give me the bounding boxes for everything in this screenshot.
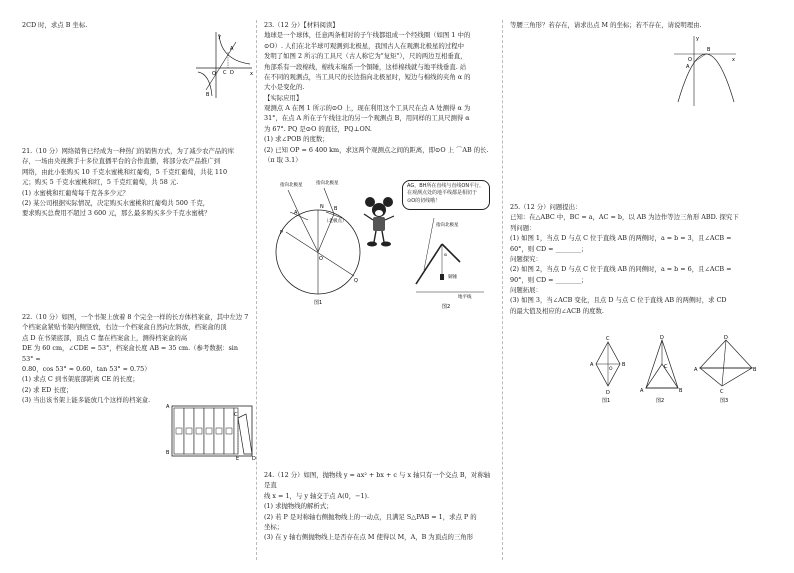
q23-line: 角部系有一段棉线，棉线末端系一个铜锤，这样棉线就与地平线垂直. 站 bbox=[264, 62, 467, 71]
q25-line: 列问题： bbox=[510, 223, 536, 232]
column-divider bbox=[502, 20, 503, 560]
q25-line: (2) 如图 2，当点 D 与点 C 位于直线 AB 的同侧时，a = b = 6，且∠ACB = bbox=[510, 265, 732, 274]
q25-fig3-b: B bbox=[753, 367, 757, 373]
q23-line: ⊙O）. 人们在北半球可观测到北极星，我国古人在观测北极星的过程中 bbox=[264, 41, 464, 50]
q25-line: (1) 如图 1，当点 D 与点 C 位于直线 AB 的两侧时，a = b = 3，且∠ACB = bbox=[510, 234, 732, 243]
parabola-y-label: y bbox=[696, 36, 699, 42]
point-d-label: D bbox=[230, 70, 234, 76]
q22-line: 0.80，cos 53° ≈ 0.60，tan 53° ≈ 0.75） bbox=[22, 364, 151, 373]
parabola-o-label: O bbox=[688, 57, 692, 63]
q23-line: 地球是一个球体，任意两条相对的子午线都组成一个经线圈（如图 1 中的 bbox=[264, 31, 471, 40]
q25-fig2-d: D bbox=[660, 335, 664, 341]
book-e-label: E bbox=[236, 456, 240, 462]
question-23 bbox=[264, 20, 496, 165]
tool-ruler-figure bbox=[412, 218, 492, 310]
q25-line: 问题探究： bbox=[510, 254, 542, 263]
fig1-b-label: B bbox=[334, 206, 338, 212]
fig1-north-pole-label: （北极点） bbox=[324, 219, 347, 224]
bookshelf-figure bbox=[166, 396, 258, 462]
q23-line: 观测点 A 在图 1 所示的⊙O 上，现在利用这个工具尺在点 A 处测得 α 为 bbox=[264, 104, 471, 112]
q25-line: 25.（12 分）问题提出： bbox=[510, 203, 582, 211]
q20-tail-text: 2CD 时，求点 B 坐标. bbox=[22, 21, 88, 29]
question-21 bbox=[22, 146, 250, 219]
q25-figures bbox=[590, 334, 770, 404]
question-24-tail bbox=[510, 20, 772, 30]
q23-line: 大小是变化的. bbox=[264, 83, 305, 92]
q25-line: 问题拓展： bbox=[510, 286, 542, 294]
q24-line: 线 x = 1，与 y 轴交于点 A(0，−1). bbox=[264, 491, 370, 500]
column-divider bbox=[256, 20, 257, 560]
q24-line: (2) 若 P 是对称轴右侧抛物线上的一动点，且满足 S△PAB = 1，求点 P 的 bbox=[264, 512, 477, 521]
q25-fig3-caption: 图3 bbox=[720, 398, 729, 404]
q23-line: 【实际应用】 bbox=[264, 93, 303, 102]
axis-y-label: y bbox=[218, 34, 221, 40]
book-b-label: B bbox=[166, 450, 170, 456]
speech-bubble-text: AG，BH所在直线与直线ON平行，在观测点处的地平线都是相切于⊙O的切线哦！ bbox=[407, 183, 485, 204]
fig2-weight-label: 铜锤 bbox=[448, 275, 457, 280]
earth-circle-figure bbox=[272, 176, 372, 308]
book-c-label: C bbox=[234, 412, 238, 418]
q25-fig1 bbox=[590, 336, 626, 404]
q25-fig3-d: D bbox=[724, 335, 728, 341]
q25-fig2-b: B bbox=[679, 388, 683, 394]
q23-line: 发明了如图 2 所示的工具尺（古人称它为"复矩"），尺的两边互相垂直， bbox=[264, 52, 467, 61]
q21-line: 元；购买 5 千克水蜜桃和红，5 千克红葡萄，共 58 元. bbox=[22, 178, 179, 187]
q25-fig1-o: O bbox=[609, 367, 613, 372]
q22-line: 点 D 在书架底部，顶点 C 靠在档案盒上，测得档案盒的高 bbox=[22, 333, 188, 342]
book-d-label: D bbox=[252, 456, 256, 462]
fig2-alpha-label: α bbox=[444, 253, 447, 258]
speech-bubble bbox=[402, 180, 490, 210]
q25-fig2-a: A bbox=[640, 388, 644, 394]
q23-line: 在不同的观测点，当工具尺的长边指向北极星时，短边与棉线的夹角 α 的 bbox=[264, 72, 471, 81]
q25-line: 90°，则 CD = ________； bbox=[510, 275, 588, 284]
q24-line: (3) 在 y 轴右侧抛物线上是否存在点 M 使得以 M，A，B 为顶点的三角形 bbox=[264, 533, 474, 542]
q25-fig1-b: B bbox=[622, 362, 626, 368]
parabola-x-label: x bbox=[732, 57, 735, 63]
q21-line: 21.（10 分）网络销售已经成为一种热门的销售方式，为了减少农产品的库 bbox=[22, 147, 235, 155]
q25-line: 的最大值及相应的∠ACB 的度数. bbox=[510, 306, 604, 315]
fig1-a-label: A bbox=[294, 210, 298, 216]
point-a-label: A bbox=[230, 46, 234, 52]
q25-fig3-a: A bbox=[694, 367, 698, 373]
point-b-label: B bbox=[206, 92, 210, 98]
q21-line: 要求购买总费用不超过 3 600 元，那么最多购买多少千克水蜜桃？ bbox=[22, 209, 211, 218]
fig1-caption: 图1 bbox=[314, 300, 323, 306]
q25-fig1-a: A bbox=[590, 362, 594, 368]
column-left bbox=[22, 20, 250, 30]
q22-line: DE 为 60 cm，∠CDE = 53°，档案盒长度 AB = 35 cm.（参考数据：sin 53° ≈ bbox=[22, 344, 238, 363]
hyperbola-figure bbox=[192, 30, 254, 100]
q23-line: 31°，在点 A 所在子午线往北的另一个观测点 B，用同样的工具尺测得 α bbox=[264, 114, 470, 123]
parabola-a-label: A bbox=[686, 64, 690, 70]
q22-line: (2) 求 ED 长度； bbox=[22, 385, 73, 394]
fig1-north-star-label: 指向北极星 bbox=[280, 183, 303, 188]
q25-line: 已知：在△ABC 中，BC = a，AC = b，以 AB 为边作等边三角形 ABD. 探究下 bbox=[510, 213, 739, 222]
q25-line: 60°，则 CD = ________； bbox=[510, 244, 588, 253]
cartoon-character bbox=[360, 196, 400, 248]
fig1-q-label: Q bbox=[354, 278, 358, 284]
q25-fig2-caption: 图2 bbox=[656, 398, 665, 404]
q25-fig3 bbox=[694, 335, 757, 404]
q25-fig1-d: D bbox=[606, 390, 610, 396]
q21-line: (2) 某公司根据实际情况，决定购买水蜜桃和红葡萄共 500 千克， bbox=[22, 198, 210, 207]
q25-fig3-c: C bbox=[720, 389, 724, 395]
fig1-o-label: O bbox=[319, 256, 323, 262]
q24-line: 24.（12 分）如图，抛物线 y = ax² + bx + c 与 x 轴只有一个交点 B，对称轴是直 bbox=[264, 471, 491, 490]
fig2-north-star-label: 指向北极星 bbox=[436, 223, 459, 228]
q21-line: 存，一场由央视携手十多位直播平台的合作直播，将部分农产品推广到 bbox=[22, 157, 221, 166]
q24-tail-line: 等腰三角形？若存在，请求出点 M 的坐标；若不存在，请说明理由. bbox=[510, 21, 702, 29]
q23-line: (1) 求∠POB 的度数； bbox=[264, 135, 329, 144]
question-22 bbox=[22, 312, 250, 405]
q25-line: (3) 如图 3，当∠ACB 变化，且点 D 与点 C 位于直线 AB 的两侧时，求 CD bbox=[510, 296, 727, 305]
q23-line: 为 67°. PQ 是⊙O 的直径，PQ⊥ON. bbox=[264, 124, 372, 133]
point-c-label: C bbox=[223, 70, 227, 76]
q22-line: 个档案盒紧贴书架内侧竖放，右边一个档案盒自然向左斜放，档案盒的顶 bbox=[22, 323, 227, 332]
q24-line: (1) 求抛物线的解析式； bbox=[264, 502, 333, 511]
axis-x-label: x bbox=[250, 71, 253, 77]
fig2-horizon-label: 地平线 bbox=[458, 295, 472, 300]
q22-line: 22.（10 分）如图，一个书架上放着 8 个完全一样的长方体档案盒，其中左边 7 bbox=[22, 313, 249, 321]
q25-fig2 bbox=[640, 335, 683, 404]
fig1-p-label: P bbox=[280, 230, 284, 236]
q22-line: (1) 求点 C 到书架底部距离 CE 的长度； bbox=[22, 375, 139, 384]
fig2-caption: 图2 bbox=[442, 304, 451, 310]
question-24 bbox=[264, 470, 496, 543]
question-25 bbox=[510, 202, 772, 316]
book-a-label: A bbox=[166, 404, 170, 410]
q23-line: (2) 已知 OP = 6 400 km，求这两个观测点之间的距离，即⊙O 上 ⌒AB 的长. bbox=[264, 145, 489, 154]
q22-line: (3) 当出该书架上能多能放几个这样的档案盒. bbox=[22, 396, 151, 404]
q25-fig1-caption: 图1 bbox=[602, 398, 611, 404]
parabola-b-label: B bbox=[707, 47, 711, 53]
q24-line: 坐标； bbox=[264, 522, 284, 531]
q25-fig1-c: C bbox=[606, 336, 610, 342]
q25-fig2-c: C bbox=[664, 364, 668, 370]
q21-line: 网络，由此小张购买 10 千克水蜜桃和红葡萄，5 千克红葡萄，共花 110 bbox=[22, 167, 228, 176]
q23-line: （π 取 3.1） bbox=[264, 155, 302, 164]
fig1-n-label: N bbox=[320, 204, 324, 210]
q23-line: 23.（12 分）【材料阅读】 bbox=[264, 21, 339, 29]
fig1-north-star-label: 指向北极星 bbox=[316, 181, 339, 186]
q21-line: (1) 水蜜桃和红葡萄每千克各多少元？ bbox=[22, 188, 129, 197]
parabola-figure bbox=[672, 34, 738, 108]
origin-label: O bbox=[212, 71, 216, 77]
